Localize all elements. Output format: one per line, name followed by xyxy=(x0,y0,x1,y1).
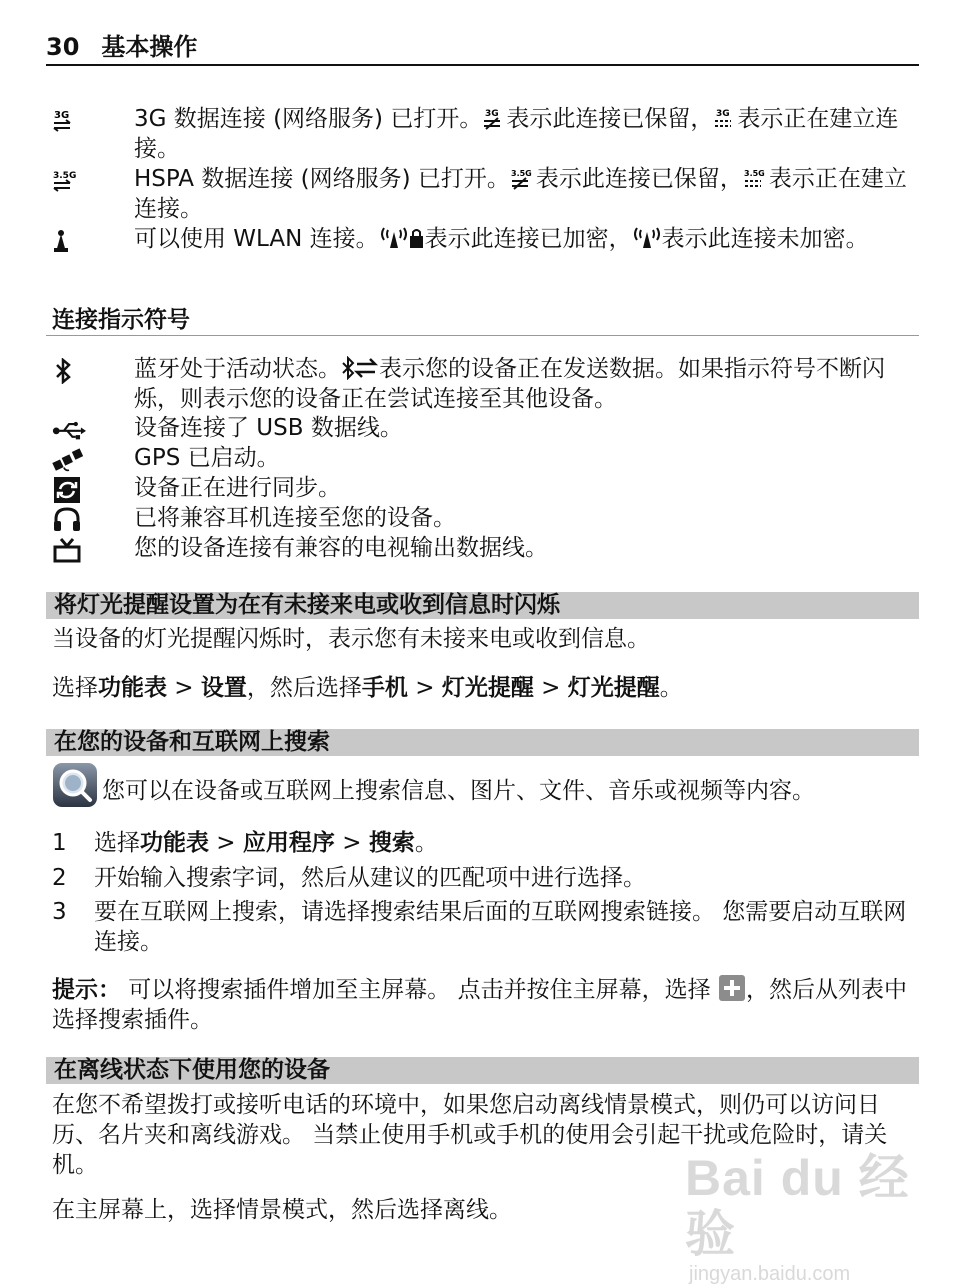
watermark-logo: Bai du 经验 xyxy=(685,1150,910,1262)
path-settings: 设置 xyxy=(200,675,247,701)
watermark-url: jingyan.baidu.com xyxy=(689,1263,851,1285)
tv-out-icon xyxy=(52,537,86,563)
3g-text-a: 3G 数据连接 (网络服务) 已打开。 xyxy=(134,106,483,132)
tip-label: 提示： xyxy=(52,977,121,1003)
3g-text-c: 表示正在建立连接。 xyxy=(134,106,899,162)
path-light-notify: 灯光提醒 xyxy=(441,675,534,701)
search-step xyxy=(52,897,916,957)
svg-text:3G: 3G xyxy=(54,110,70,121)
svg-text:3G: 3G xyxy=(485,109,499,119)
chapter-title: 基本操作 xyxy=(101,33,198,61)
step-number: 3 xyxy=(52,899,67,925)
add-widget-icon xyxy=(718,975,746,1001)
light-description: 当设备的灯光提醒闪烁时，表示您有未接来电或收到信息。 xyxy=(52,626,650,652)
indicator-usb xyxy=(46,413,916,443)
step-number: 2 xyxy=(52,865,67,891)
indicator-gps xyxy=(46,443,916,473)
step-text: 要在互联网上搜索，请选择搜索结果后面的互联网搜索链接。 您需要启动互联网连接。 xyxy=(94,899,907,955)
path-search: 搜索 xyxy=(368,830,415,856)
offline-instruction: 在主屏幕上，选择情景模式，然后选择离线。 xyxy=(52,1197,512,1223)
page-number: 30 xyxy=(46,33,80,61)
indicator-headset xyxy=(46,503,916,533)
sync-text: 设备正在进行同步。 xyxy=(134,475,341,501)
tip-text-b: ，然后从列表中选择搜索插件。 xyxy=(52,977,907,1033)
headset-text: 已将兼容耳机连接至您的设备。 xyxy=(134,505,456,531)
wlan-icon xyxy=(52,228,86,254)
wlan-text-c: 表示此连接未加密。 xyxy=(661,226,869,252)
svg-text:3.5G: 3.5G xyxy=(510,169,532,178)
path-sep: > xyxy=(167,675,201,701)
tv-out-text: 您的设备连接有兼容的电视输出数据线。 xyxy=(134,535,548,561)
path-sep: > xyxy=(533,675,568,701)
bluetooth-text-a: 蓝牙处于活动状态。 xyxy=(134,356,341,382)
search-intro xyxy=(52,762,916,808)
wlan-text-b: 表示此连接已加密， xyxy=(424,226,632,252)
section-title-search: 在您的设备和互联网上搜索 xyxy=(46,729,919,756)
indicator-bluetooth xyxy=(46,354,916,414)
svg-text:3.5G: 3.5G xyxy=(743,169,765,178)
path-light-notify: 灯光提醒 xyxy=(567,675,660,701)
indicator-3g xyxy=(46,104,916,164)
3g-held-icon xyxy=(482,106,506,130)
path-end: 。 xyxy=(659,675,683,701)
wlan-unencrypted-icon xyxy=(632,224,662,250)
gps-text: GPS 已启动。 xyxy=(134,445,280,471)
path-end: 。 xyxy=(414,830,438,856)
hspa-text-a: HSPA 数据连接 (网络服务) 已打开。 xyxy=(134,166,510,192)
hspa-held-icon xyxy=(510,166,536,190)
page-header xyxy=(46,30,919,66)
tip-text-a: 可以将搜索插件增加至主屏幕。 点击并按住主屏幕，选择 xyxy=(121,977,718,1003)
hspa-connecting-icon xyxy=(743,166,769,190)
baidu-watermark xyxy=(685,1150,925,1285)
search-step xyxy=(52,828,916,858)
hspa-icon xyxy=(52,168,86,194)
hspa-text-c: 表示正在建立连接。 xyxy=(134,166,907,222)
svg-text:3.5G: 3.5G xyxy=(53,171,77,181)
light-path xyxy=(52,673,916,703)
3g-text-b: 表示此连接已保留， xyxy=(506,106,714,132)
bluetooth-sending-icon xyxy=(341,356,379,380)
3g-icon xyxy=(52,108,86,134)
svg-text:3G: 3G xyxy=(716,109,730,119)
search-app-icon xyxy=(52,762,98,808)
section-title-offline: 在离线状态下使用您的设备 xyxy=(46,1057,919,1084)
bluetooth-text-b: 表示您的设备正在发送数据。如果指示符号不断闪烁，则表示您的设备正在尝试连接至其他设备。 xyxy=(134,356,885,412)
indicator-wlan xyxy=(46,224,916,254)
hspa-text-b: 表示此连接已保留， xyxy=(535,166,743,192)
bluetooth-icon xyxy=(52,358,86,384)
search-step xyxy=(52,863,916,893)
search-tip xyxy=(52,975,916,1035)
indicator-sync xyxy=(46,473,916,503)
path-prefix: 选择 xyxy=(52,675,98,701)
usb-text: 设备连接了 USB 数据线。 xyxy=(134,415,403,441)
path-menu: 功能表 xyxy=(140,830,209,856)
wlan-encrypted-icon xyxy=(379,224,425,250)
path-sep: > xyxy=(334,830,369,856)
path-sep: > xyxy=(407,675,442,701)
section-title-connection: 连接指示符号 xyxy=(46,305,919,336)
path-applications: 应用程序 xyxy=(242,830,335,856)
path-sep: > xyxy=(209,830,243,856)
offline-description: 在您不希望拨打或接听电话的环境中，如果您启动离线情景模式，则仍可以访问日历、名片夹和离线游戏。 当禁止使用手机或手机的使用会引起干扰或危险时，请关机。 xyxy=(52,1092,888,1178)
step-prefix: 选择 xyxy=(94,830,140,856)
indicator-hspa xyxy=(46,164,916,224)
step-text: 开始输入搜索字词，然后从建议的匹配项中进行选择。 xyxy=(94,865,646,891)
path-menu: 功能表 xyxy=(98,675,167,701)
usb-icon xyxy=(52,417,86,443)
indicator-tv-out xyxy=(46,533,916,563)
path-phone: 手机 xyxy=(361,675,408,701)
gps-icon xyxy=(52,447,86,473)
section-title-light: 将灯光提醒设置为在有未接来电或收到信息时闪烁 xyxy=(46,592,919,619)
step-number: 1 xyxy=(52,830,67,856)
sync-icon xyxy=(52,477,86,503)
wlan-text-a: 可以使用 WLAN 连接。 xyxy=(134,226,379,252)
3g-connecting-icon xyxy=(713,106,737,130)
path-mid: ，然后选择 xyxy=(246,675,362,701)
headset-icon xyxy=(52,507,86,533)
search-intro-text: 您可以在设备或互联网上搜索信息、图片、文件、音乐或视频等内容。 xyxy=(102,778,815,804)
